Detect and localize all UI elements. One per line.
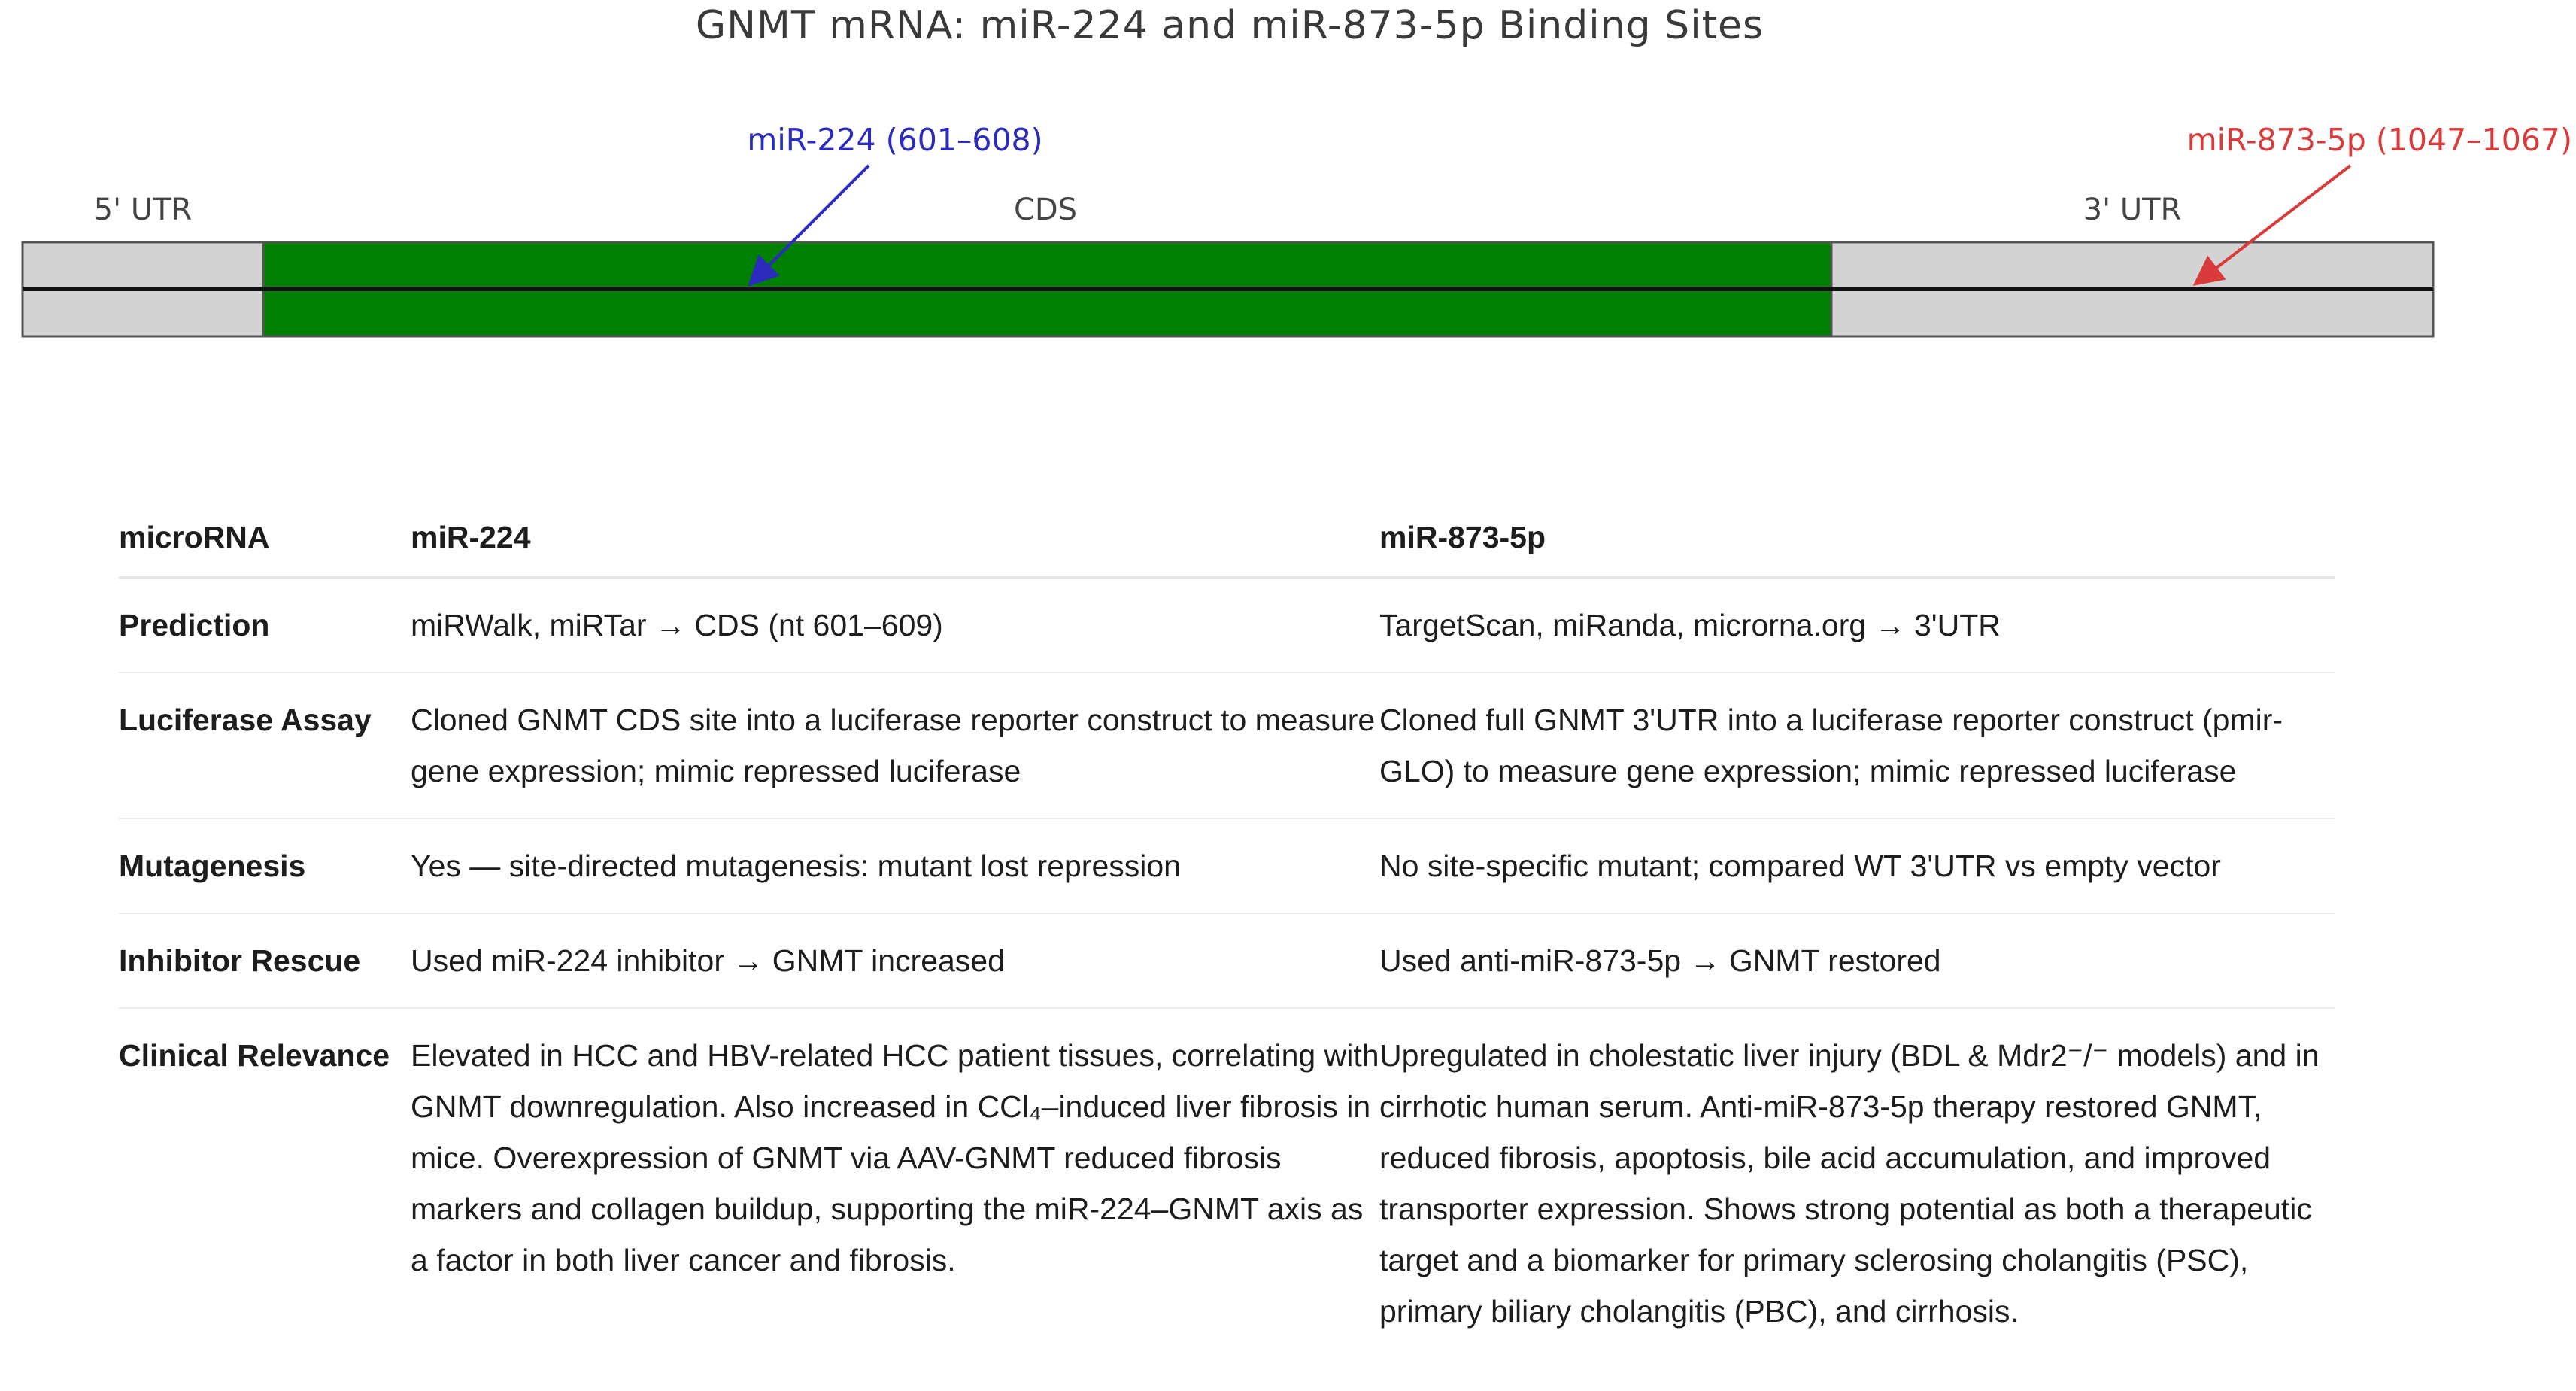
- row-label: Prediction: [119, 578, 411, 673]
- header-mir224: miR-224: [411, 512, 1379, 578]
- table-row: [119, 1008, 2335, 1358]
- row-label: Luciferase Assay: [119, 673, 411, 819]
- mir224-cell: miRWalk, miRTar → CDS (nt 601–609): [411, 578, 1379, 673]
- header-mir873: miR-873-5p: [1379, 512, 2335, 578]
- table-row: [119, 913, 2335, 1008]
- mir224-cell: Cloned GNMT CDS site into a luciferase reporter construct to measure gene expression; mimic repressed luciferase: [411, 673, 1379, 819]
- mir873-site-label: miR-873-5p (1047–1067): [2186, 122, 2572, 158]
- mir873-cell: No site-specific mutant; compared WT 3'UTR vs empty vector: [1379, 819, 2335, 913]
- mir873-cell: Used anti-miR-873-5p → GNMT restored: [1379, 913, 2335, 1008]
- mir224-cell: Yes — site-directed mutagenesis: mutant lost repression: [411, 819, 1379, 913]
- header-microrna: microRNA: [119, 512, 411, 578]
- cds-label: CDS: [1013, 193, 1078, 227]
- mir224-site-label: miR-224 (601–608): [747, 122, 1043, 158]
- mir224-cell: Elevated in HCC and HBV-related HCC patient tissues, correlating with GNMT downregulation. Also increased in CCl₄–induced liver fibrosis in mice. Overexpression of GNMT via AAV-GNMT reduced fibrosis markers and collagen buildup, supporting the miR-224–GNMT axis as a factor in both liver cancer and fibrosis.: [411, 1038, 1379, 1277]
- chart-title: GNMT mRNA: miR-224 and miR-873-5p Binding Sites: [695, 3, 1764, 48]
- mir873-cell: Cloned full GNMT 3'UTR into a luciferase reporter construct (pmir-GLO) to measure gene expression; mimic repressed luciferase: [1379, 673, 2335, 819]
- table-row: [119, 819, 2335, 913]
- mir873-cell: Upregulated in cholestatic liver injury (BDL & Mdr2⁻/⁻ models) and in cirrhotic human serum. Anti-miR-873-5p therapy restored GNMT, reduced fibrosis, apoptosis, bile acid accumulation, and improved transporter expression. Shows strong potential as both a therapeutic target and a biomarker for primary sclerosing cholangitis (PSC), primary biliary cholangitis (PBC), and cirrhosis.: [1379, 1038, 2320, 1329]
- table-row: [119, 578, 2335, 673]
- row-label: Clinical Relevance: [119, 1038, 390, 1073]
- row-label: Mutagenesis: [119, 819, 411, 913]
- row-label: Inhibitor Rescue: [119, 913, 411, 1008]
- table-header-row: [119, 512, 2335, 578]
- comparison-table: [119, 512, 2335, 1358]
- mir224-cell: Used miR-224 inhibitor → GNMT increased: [411, 913, 1379, 1008]
- table-row: [119, 673, 2335, 819]
- utr5-label: 5' UTR: [93, 193, 193, 227]
- utr3-label: 3' UTR: [2083, 193, 2182, 227]
- mir873-cell: TargetScan, miRanda, microrna.org → 3'UTR: [1379, 578, 2335, 673]
- gnmt-mrna-diagram: [0, 0, 2576, 361]
